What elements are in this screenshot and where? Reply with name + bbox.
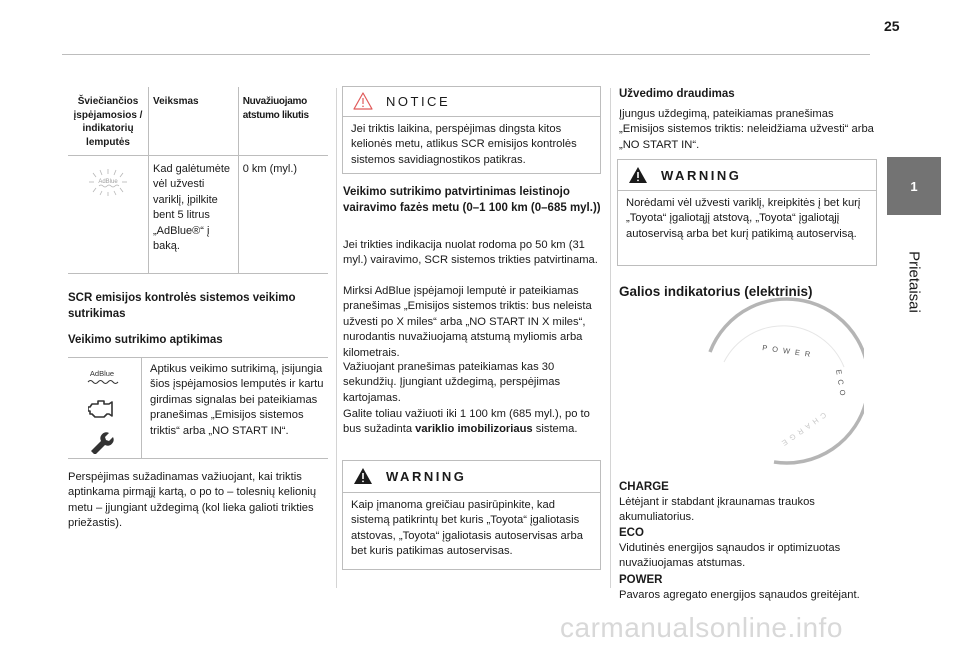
top-rule	[62, 54, 870, 55]
confirmation-heading: Veikimo sutrikimo patvirtinimas leistinojo vairavimo fazės metu (0–1 100 km (0–685 myl.))	[343, 186, 601, 214]
detection-icons	[68, 358, 142, 458]
warning-light-table	[68, 87, 328, 274]
warning-title-2: WARNING	[661, 167, 742, 183]
para-d-bold: variklio imobilizoriaus	[415, 423, 533, 436]
warning-rule	[342, 492, 601, 493]
confirmation-para-a: Jei trikties indikacija nuolat rodoma po 50 km (31 myl.) vairavimo, SCR sistemos trikties patvirtinama.	[343, 239, 598, 267]
adblue-blink-text: AdBlue	[98, 179, 118, 185]
table-cell-action: Kad galėtumėte vėl užvesti variklį, įpilkite bent 5 litrus „AdBlue®“ į baką.	[149, 156, 239, 274]
engine-icon	[88, 398, 116, 420]
side-tab[interactable]: 1	[887, 157, 941, 215]
warning-triangle-icon	[352, 466, 374, 486]
table-header-action: Veiksmas	[149, 87, 239, 156]
notice-header	[352, 88, 450, 114]
notice-title: NOTICE	[386, 93, 451, 109]
warning-triangle-icon	[627, 165, 649, 185]
gauge-power-text: POWER	[761, 343, 816, 360]
table-cell-distance: 0 km (myl.)	[238, 156, 328, 274]
side-label-text: Prietaisai	[905, 251, 923, 313]
warning-text: Kaip įmanoma greičiau pasirūpinkite, kad sistemą patikrintų bet kuris „Toyota“ įgaliotasis atstovas, „Toyota“ įgaliotasis autoservisas arba bet kuris patikimas autoservisas.	[351, 499, 583, 558]
notice-text: Jei triktis laikina, perspėjimas dingsta kitos kelionės metu, atlikus SCR emisijos kontrolės sistemos savidiagnostikos patikras.	[351, 123, 577, 166]
alert-paragraph: Perspėjimas sužadinamas važiuojant, kai triktis aptinkama pirmąjį kartą, o po to – tolesnių kelionių metu – įjungiant uždegimą (kol lieka galioti trikties priežastis).	[68, 471, 317, 530]
para-d-pre: Galite toliau važiuoti iki 1 100 km (685 myl.), po to bus sužadinta	[343, 408, 590, 436]
wrench-icon	[88, 428, 114, 454]
adblue-blink-icon	[72, 166, 144, 200]
adblue-icon-text: AdBlue	[89, 369, 115, 378]
charge-text: Lėtėjant ir stabdant įkraunamas traukos akumuliatorius.	[619, 496, 815, 524]
table-header-lights: Šviečiančios įspėjamosios / indikatorių lemputės	[68, 87, 149, 156]
detection-table	[68, 357, 328, 459]
power-indicator-title: Galios indikatorius (elektrinis)	[619, 284, 813, 299]
confirmation-para-d	[343, 407, 605, 438]
detection-text: Aptikus veikimo sutrikimą, įsijungia šios įspėjamosios lemputės ir kartu girdimas signalas bei pateikiamas pranešimas „Emisijos sistemos triktis“ arba „NO START IN“.	[150, 363, 324, 437]
warning-title: WARNING	[386, 468, 467, 484]
detection-subheading: Veikimo sutrikimo aptikimas	[68, 334, 223, 346]
para-d-post: sistema.	[532, 423, 578, 436]
column-divider-1	[336, 88, 337, 588]
start-block-heading: Užvedimo draudimas	[619, 88, 735, 100]
confirmation-para-b: Mirksi AdBlue įspėjamoji lemputė ir pateikiamas pranešimas „Emisijos sistemos triktis: bus neleista užvesti po X miles“ arba „NO START IN X miles“, nurodantis nuvažiuojamą atstumą myliomis arba kilometrais.	[343, 285, 592, 359]
warning-triangle-icon	[352, 91, 374, 111]
page-number: 25	[884, 18, 900, 34]
warning-text-2: Norėdami vėl užvesti variklį, kreipkitės į bet kurį „Toyota“ įgaliotąjį atstovą, „Toyota“ įgaliotąjį autoservisą arba bet kurį patikimą autoservisą.	[626, 197, 861, 240]
adblue-icon	[82, 368, 122, 386]
warning-rule-2	[617, 190, 877, 191]
watermark: carmanualsonline.info	[560, 612, 843, 643]
charge-label: CHARGE	[619, 481, 669, 493]
table-header-distance: Nuvažiuojamo atstumo likutis	[242, 96, 309, 121]
side-label	[892, 222, 936, 342]
eco-text: Vidutinės energijos sąnaudos ir optimizuotas nuvažiuojamas atstumas.	[619, 542, 841, 570]
gauge-charge-text: CHARGE	[776, 410, 829, 450]
power-gauge-icon	[684, 292, 864, 472]
scr-heading: SCR emisijos kontrolės sistemos veikimo sutrikimas	[68, 292, 296, 320]
confirmation-para-c: Važiuojant pranešimas pateikiamas kas 30 sekundžių. Įjungiant uždegimą, perspėjimas kartojamas.	[343, 361, 561, 404]
notice-rule	[342, 116, 601, 117]
warning-header-2	[627, 162, 741, 188]
warning-header	[352, 463, 466, 489]
power-text: Pavaros agregato energijos sąnaudos greitėjant.	[619, 589, 860, 601]
table-cell-icon	[68, 156, 149, 274]
gauge-eco-text: ECO	[834, 368, 849, 402]
start-block-para: Įjungus uždegimą, pateikiamas pranešimas „Emisijos sistemos triktis: neleidžiama užvesti“ arba „NO START IN“.	[619, 108, 874, 151]
column-divider-2	[610, 88, 611, 588]
power-label: POWER	[619, 574, 663, 586]
eco-label: ECO	[619, 527, 644, 539]
